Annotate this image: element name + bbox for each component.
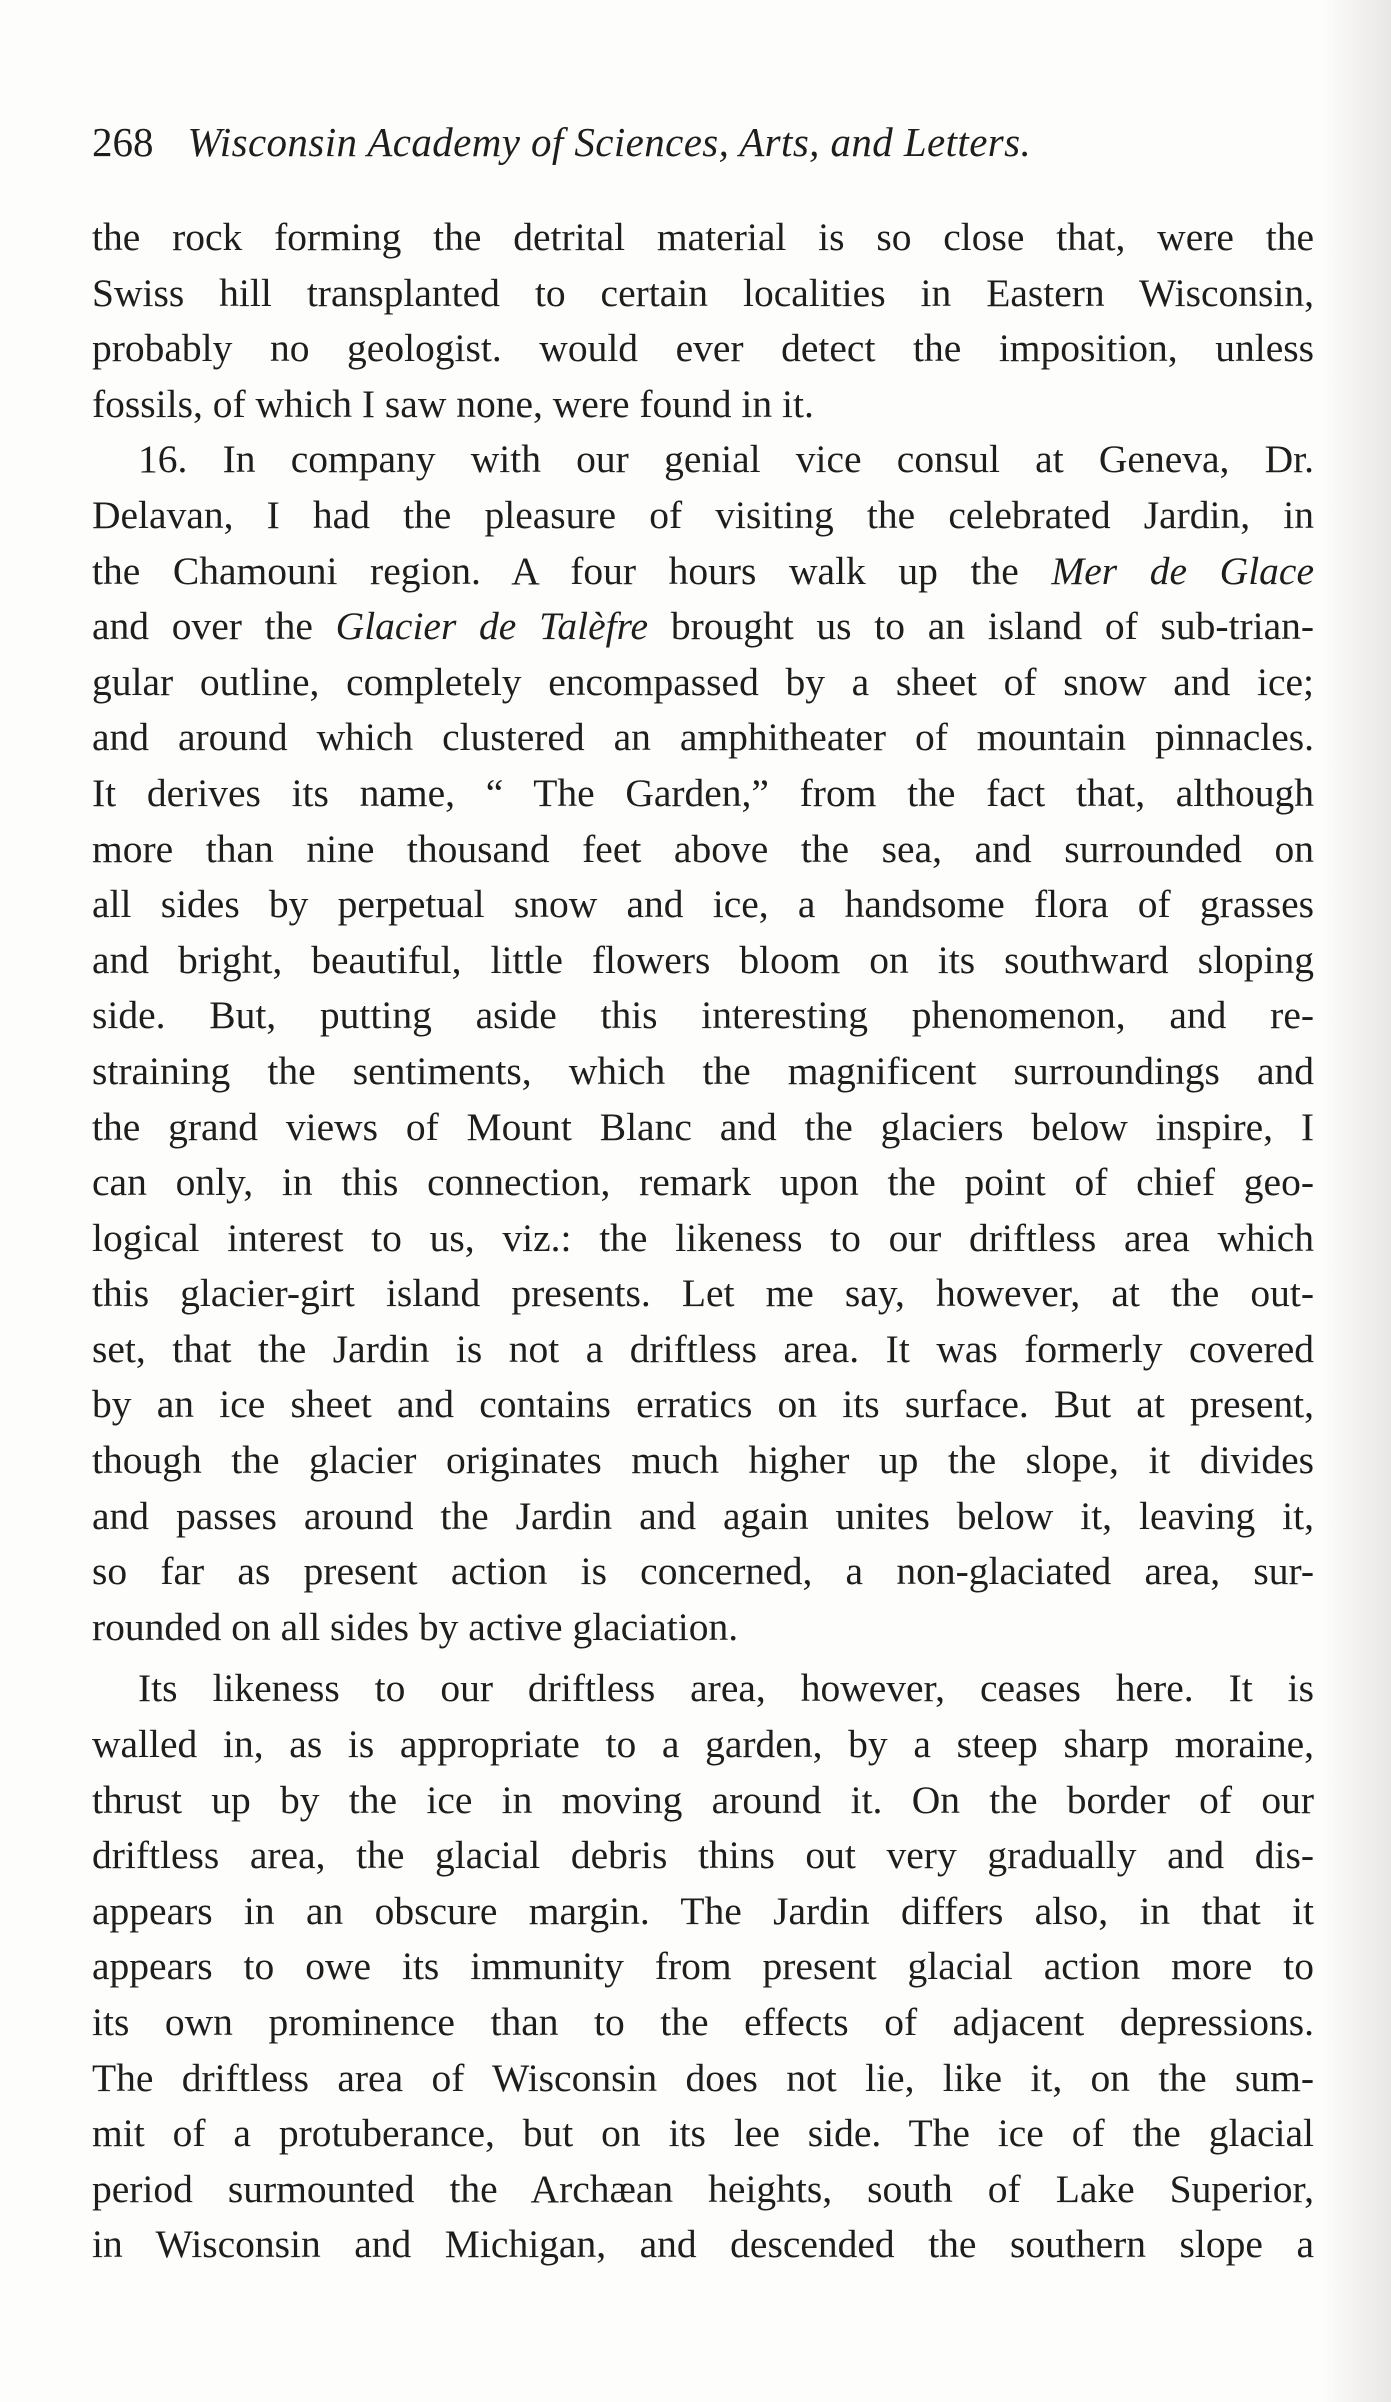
text-line: driftless area, the glacial debris thins out very gradually and dis- <box>92 1833 1314 1878</box>
text-line: gular outline, completely encompassed by a sheet of snow and ice; <box>92 659 1314 704</box>
text-line: though the glacier originates much higher up the slope, it divides <box>92 1438 1314 1483</box>
text-line: side. But, putting aside this interesting phenomenon, and re- <box>92 993 1314 1038</box>
text-line: and over the Glacier de Talèfre brought us to an island of sub-trian- <box>92 604 1315 649</box>
text-line: appears to owe its immunity from present glacial action more to <box>92 1944 1314 1989</box>
text-line: more than nine thousand feet above the sea, and surrounded on <box>92 826 1314 871</box>
text-line: mit of a protuberance, but on its lee side. The ice of the glacial <box>92 2111 1314 2156</box>
text-line: all sides by perpetual snow and ice, a handsome flora of grasses <box>92 882 1314 927</box>
text-line: fossils, of which I saw none, were found in it. <box>92 381 814 426</box>
text-line: so far as present action is concerned, a non-glaciated area, sur- <box>92 1549 1314 1594</box>
text-line: and bright, beautiful, little flowers bloom on its southward sloping <box>92 937 1314 982</box>
text-line: the rock forming the detrital material is so close that, were the <box>92 215 1314 259</box>
text-line: logical interest to us, viz.: the likeness to our driftless area which <box>92 1215 1314 1260</box>
text-line: and around which clustered an amphitheater of mountain pinnacles. <box>92 715 1314 760</box>
page-gutter-shadow <box>1321 0 1391 2402</box>
page-number: 268 <box>92 119 154 165</box>
text-line: in Wisconsin and Michigan, and descended the southern slope a <box>92 2222 1314 2267</box>
text-line: Its likeness to our driftless area, however, ceases here. It is <box>138 1666 1314 1711</box>
text-line: by an ice sheet and contains erratics on its surface. But at present, <box>92 1382 1314 1427</box>
text-line: rounded on all sides by active glaciation. <box>92 1604 739 1649</box>
text-line: Swiss hill transplanted to certain localities in Eastern Wisconsin, <box>92 270 1314 315</box>
text-line: can only, in this connection, remark upon the point of chief geo- <box>92 1160 1314 1205</box>
text-line: Delavan, I had the pleasure of visiting the celebrated Jardin, in <box>92 492 1314 537</box>
body-text <box>92 210 1314 2273</box>
running-head <box>92 112 1322 172</box>
text-line: this glacier-girt island presents. Let me say, however, at the out- <box>92 1271 1314 1316</box>
text-line: straining the sentiments, which the magnificent surroundings and <box>92 1048 1314 1093</box>
italic-term: Glacier de Talèfre <box>335 604 649 649</box>
italic-term: Mer de Glace <box>1051 548 1314 593</box>
text-line: walled in, as is appropriate to a garden, by a steep sharp moraine, <box>92 1722 1314 1767</box>
text-line: The driftless area of Wisconsin does not lie, like it, on the sum- <box>92 2055 1314 2100</box>
text-line: probably no geologist. would ever detect the imposition, unless <box>92 326 1314 371</box>
text-line: the Chamouni region. A four hours walk up the Mer de Glace <box>92 548 1314 593</box>
running-title: Wisconsin Academy of Sciences, Arts, and Letters. <box>187 119 1032 165</box>
text-line: appears in an obscure margin. The Jardin differs also, in that it <box>92 1888 1314 1933</box>
text-line: period surmounted the Archæan heights, south of Lake Superior, <box>92 2166 1314 2211</box>
text-line: its own prominence than to the effects of adjacent depressions. <box>92 2000 1314 2044</box>
text-line: 16. In company with our genial vice consul at Geneva, Dr. <box>138 437 1314 482</box>
text-line: the grand views of Mount Blanc and the glaciers below inspire, I <box>92 1104 1314 1149</box>
text-line: It derives its name, “ The Garden,” from the fact that, although <box>92 770 1314 815</box>
text-line: set, that the Jardin is not a driftless area. It was formerly covered <box>92 1326 1314 1371</box>
text-line: thrust up by the ice in moving around it. On the border of our <box>92 1777 1314 1822</box>
text-line: and passes around the Jardin and again unites below it, leaving it, <box>92 1493 1314 1538</box>
